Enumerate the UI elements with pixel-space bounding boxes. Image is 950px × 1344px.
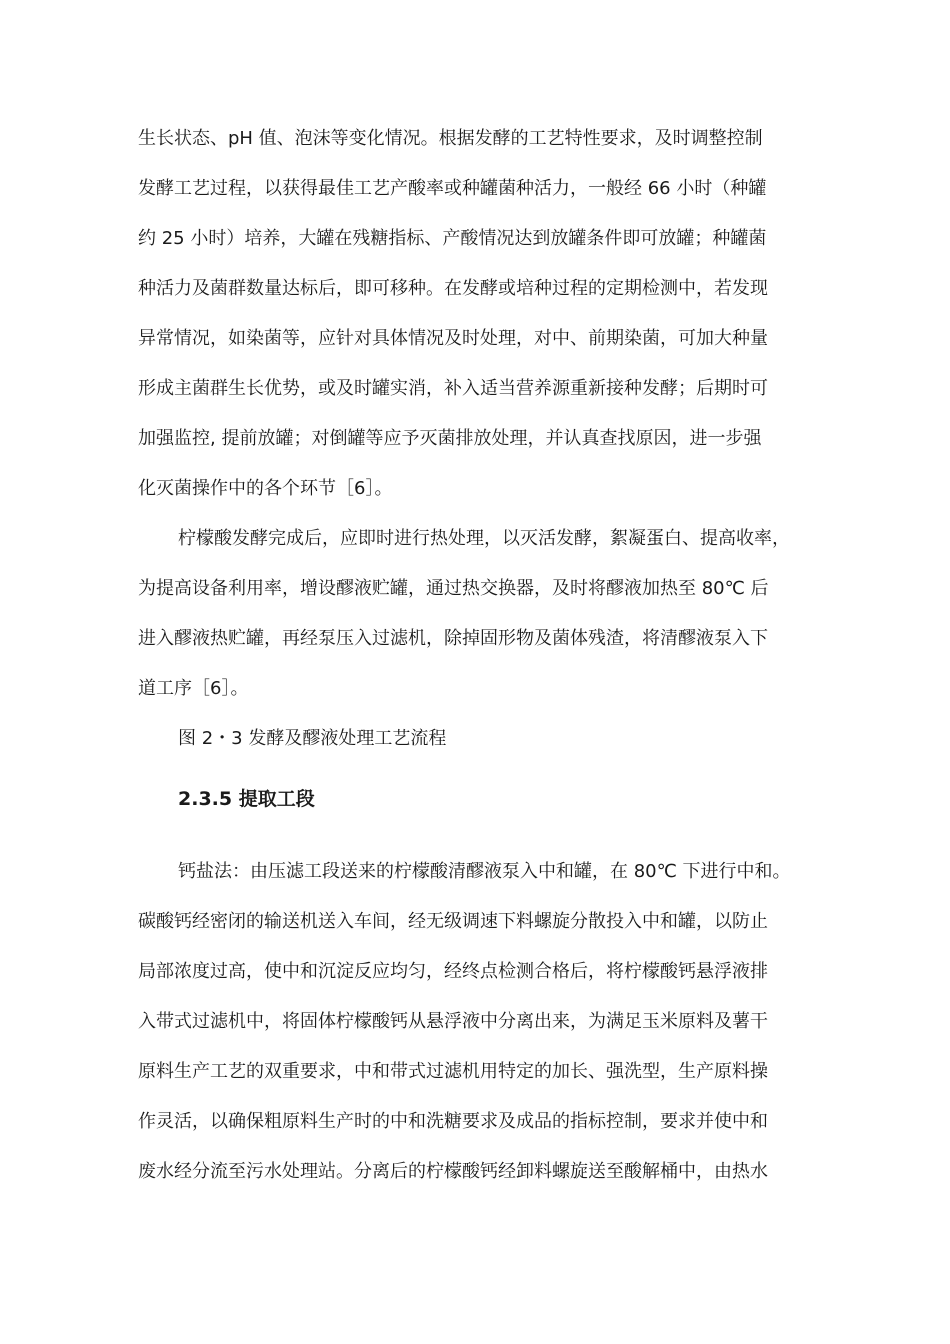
paragraph-1-line: 生长状态、pH 值、泡沫等变化情况。根据发酵的工艺特性要求，及时调整控制	[138, 128, 763, 149]
paragraph-1-line: 约 25 小时）培养，大罐在残糖指标、产酸情况达到放罐条件即可放罐；种罐菌	[138, 228, 767, 249]
paragraph-3-line: 废水经分流至污水处理站。分离后的柠檬酸钙经卸料螺旋送至酸解桶中，由热水	[138, 1161, 768, 1182]
paragraph-2-line: 道工序［6］。	[138, 678, 249, 699]
paragraph-3-line: 钙盐法：由压滤工段送来的柠檬酸清醪液泵入中和罐，在 80℃ 下进行中和。	[178, 861, 791, 882]
paragraph-2-line: 为提高设备利用率，增设醪液贮罐，通过热交换器，及时将醪液加热至 80℃ 后	[138, 578, 769, 599]
paragraph-3-line: 作灵活，以确保粗原料生产时的中和洗糖要求及成品的指标控制，要求并使中和	[138, 1111, 768, 1132]
paragraph-1-line: 种活力及菌群数量达标后，即可移种。在发酵或培种过程的定期检测中，若发现	[138, 278, 768, 299]
paragraph-2-line: 柠檬酸发酵完成后，应即时进行热处理，以灭活发酵，絮凝蛋白、提高收率，	[178, 528, 790, 549]
figure-caption: 图 2・3 发酵及醪液处理工艺流程	[178, 728, 447, 749]
paragraph-3-line: 碳酸钙经密闭的输送机送入车间，经无级调速下料螺旋分散投入中和罐，以防止	[138, 911, 768, 932]
paragraph-1-line: 加强监控, 提前放罐；对倒罐等应予灭菌排放处理，并认真查找原因，进一步强	[138, 428, 762, 449]
paragraph-3-line: 原料生产工艺的双重要求，中和带式过滤机用特定的加长、强洗型，生产原料操	[138, 1061, 768, 1082]
paragraph-1-line: 化灭菌操作中的各个环节［6］。	[138, 478, 393, 499]
paragraph-1-line: 发酵工艺过程，以获得最佳工艺产酸率或种罐菌种活力，一般经 66 小时（种罐	[138, 178, 767, 199]
section-heading: 2.3.5 提取工段	[178, 788, 315, 810]
paragraph-1-line: 异常情况，如染菌等，应针对具体情况及时处理，对中、前期染菌，可加大种量	[138, 328, 768, 349]
paragraph-2-line: 进入醪液热贮罐，再经泵压入过滤机，除掉固形物及菌体残渣，将清醪液泵入下	[138, 628, 768, 649]
paragraph-1-line: 形成主菌群生长优势，或及时罐实消，补入适当营养源重新接种发酵；后期时可	[138, 378, 768, 399]
paragraph-3-line: 入带式过滤机中，将固体柠檬酸钙从悬浮液中分离出来，为满足玉米原料及薯干	[138, 1011, 768, 1032]
paragraph-3-line: 局部浓度过高，使中和沉淀反应均匀，经终点检测合格后，将柠檬酸钙悬浮液排	[138, 961, 768, 982]
